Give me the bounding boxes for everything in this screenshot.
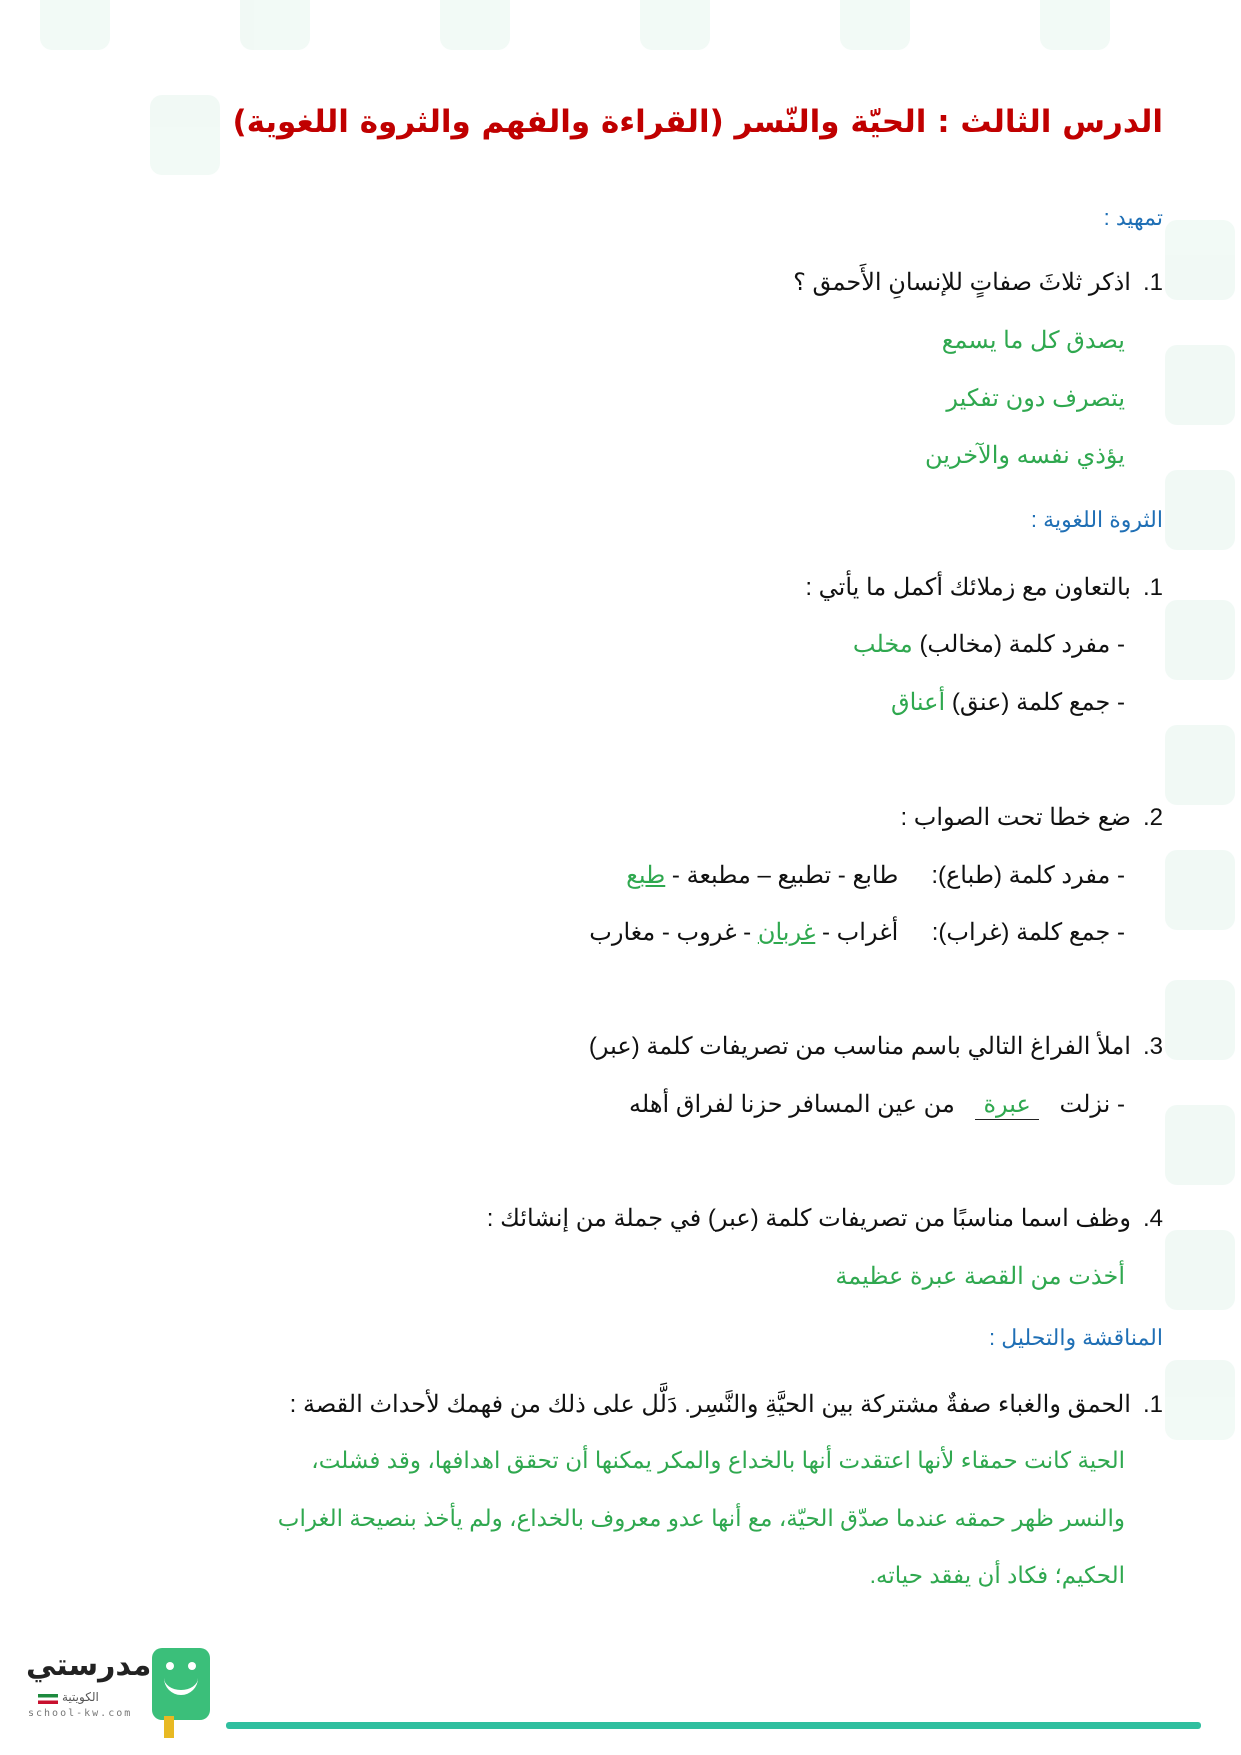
line-answer: غربان bbox=[757, 919, 816, 946]
line-answer: طبع bbox=[626, 862, 666, 889]
logo-subtitle: الكويتية bbox=[62, 1690, 99, 1704]
section-discussion-heading: المناقشة والتحليل : bbox=[988, 1325, 1163, 1350]
discussion-question-1 bbox=[290, 1390, 1163, 1419]
discussion-answer-line-3: الحكيم؛ فكاد أن يفقد حياته. bbox=[869, 1562, 1125, 1588]
question-text: اذكر ثلاثَ صفاتٍ للإنسانِ الأَحمق ؟ bbox=[793, 269, 1131, 296]
discussion-answer-line-1: الحية كانت حمقاء لأنها اعتقدت أنها بالخداع والمكر يمكنها أن تحقق اهدافها، وقد فشلت، bbox=[311, 1447, 1125, 1473]
vocab-question-4 bbox=[487, 1204, 1163, 1233]
question-number: 2. bbox=[1142, 804, 1163, 831]
fill-blank-answer: عبرة bbox=[975, 1090, 1038, 1120]
question-text: وظف اسما مناسبًا من تصريفات كلمة (عبر) في جملة من إنشائك : bbox=[486, 1205, 1131, 1232]
line-prefix: - جمع كلمة (عنق) bbox=[951, 689, 1125, 716]
vocab-q3-line bbox=[629, 1090, 1125, 1120]
discussion-answer-line-2: والنسر ظهر حمقه عندما صدّق الحيّة، مع أنها عدو معروف بالخداع، ولم يأخذ بنصيحة الغراب bbox=[277, 1505, 1125, 1531]
logo-bookmark-icon bbox=[164, 1716, 174, 1738]
question-number: 4. bbox=[1142, 1205, 1163, 1232]
vocab-question-3 bbox=[589, 1032, 1163, 1061]
line-prefix: - مفرد كلمة (طباع): bbox=[931, 862, 1125, 889]
intro-answer-3: يؤذي نفسه والآخرين bbox=[925, 442, 1125, 469]
vocab-q4-answer: أخذت من القصة عبرة عظيمة bbox=[835, 1263, 1125, 1290]
question-number: 1. bbox=[1142, 269, 1163, 296]
question-text: املأ الفراغ التالي باسم مناسب من تصريفات كلمة (عبر) bbox=[588, 1033, 1131, 1060]
question-number: 3. bbox=[1142, 1033, 1163, 1060]
question-text: ضع خطا تحت الصواب : bbox=[900, 804, 1131, 831]
line-answer: مخلب bbox=[852, 631, 913, 658]
intro-answer-1: يصدق كل ما يسمع bbox=[941, 327, 1125, 354]
question-number: 1. bbox=[1142, 574, 1163, 601]
vocab-q2-line-1 bbox=[626, 861, 1125, 890]
page-title: الدرس الثالث : الحيّة والنّسر (القراءة والفهم والثروة اللغوية) bbox=[232, 104, 1163, 140]
vocab-question-2 bbox=[900, 803, 1163, 832]
line-options: أغراب - bbox=[821, 919, 899, 946]
line-options-after: - غروب - مغارب bbox=[589, 919, 752, 946]
vocab-question-1 bbox=[805, 573, 1163, 602]
question-text: بالتعاون مع زملائك أكمل ما يأتي : bbox=[805, 574, 1131, 601]
vocab-q2-line-2 bbox=[589, 918, 1125, 947]
footer-divider bbox=[226, 1722, 1201, 1729]
question-text: الحمق والغباء صفةٌ مشتركة بين الحيَّةِ والنَّسِر. دَلَّل على ذلك من فهمك لأحداث القصة : bbox=[289, 1391, 1131, 1418]
intro-question-1 bbox=[793, 268, 1163, 297]
logo-url: school-kw.com bbox=[28, 1708, 133, 1719]
line-prefix: - نزلت bbox=[1059, 1091, 1125, 1118]
logo-name: مدرستي bbox=[26, 1648, 152, 1683]
line-options: طابع - تطبيع – مطبعة - bbox=[671, 862, 899, 889]
line-prefix: - جمع كلمة (غراب): bbox=[931, 919, 1125, 946]
section-intro-heading: تمهيد : bbox=[1103, 205, 1163, 230]
question-number: 1. bbox=[1142, 1391, 1163, 1418]
logo-icon bbox=[152, 1648, 210, 1720]
section-vocab-heading: الثروة اللغوية : bbox=[1030, 507, 1163, 532]
line-suffix: من عين المسافر حزنا لفراق أهله bbox=[629, 1091, 955, 1118]
line-prefix: - مفرد كلمة (مخالب) bbox=[919, 631, 1125, 658]
kuwait-flag-icon bbox=[38, 1694, 58, 1704]
vocab-q1-line-1 bbox=[853, 630, 1125, 659]
vocab-q1-line-2 bbox=[891, 688, 1125, 717]
line-answer: أعناق bbox=[891, 689, 946, 716]
intro-answer-2: يتصرف دون تفكير bbox=[946, 385, 1125, 412]
